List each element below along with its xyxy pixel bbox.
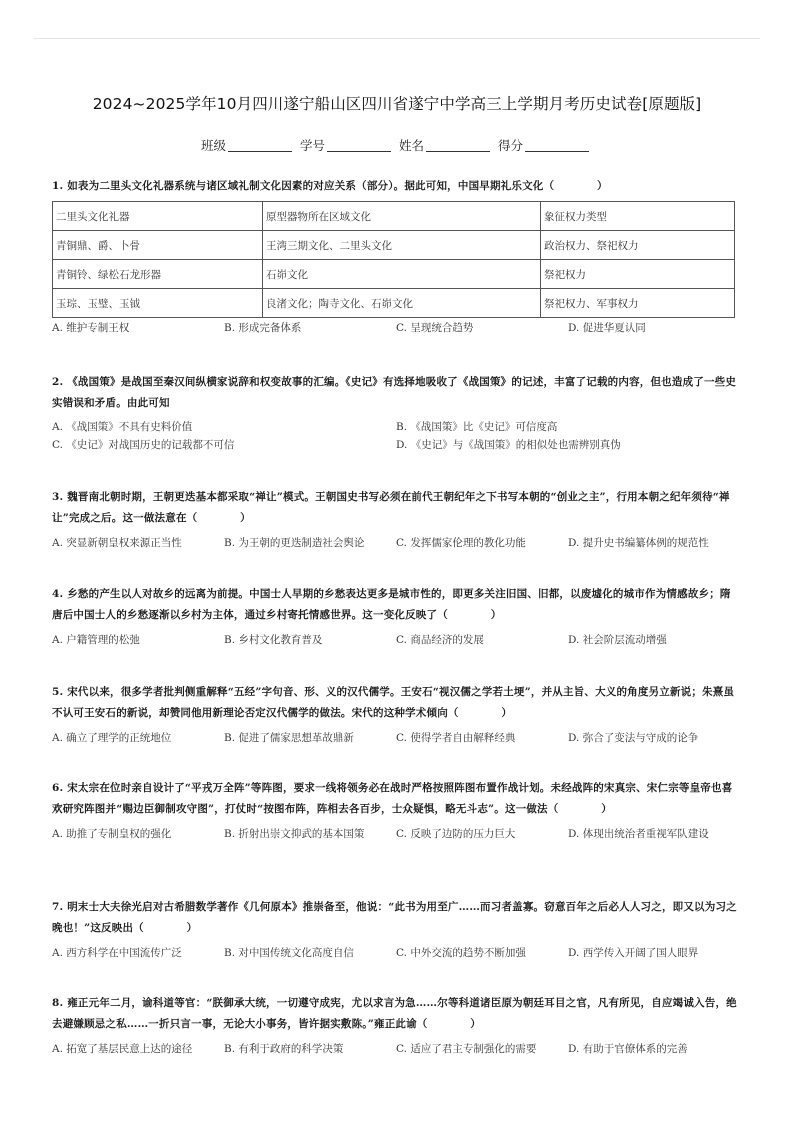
question-stem: 1. 如表为二里头文化礼器系统与诸区域礼制文化因素的对应关系（部分）。据此可知，中国早期礼乐文化（ ） bbox=[52, 180, 608, 192]
option-b[interactable]: B. 形成完备体系 bbox=[224, 322, 302, 334]
option-a[interactable]: A. 拓宽了基层民意上达的途径 bbox=[52, 1043, 193, 1055]
table-cell: 王湾三期文化、二里头文化 bbox=[263, 231, 541, 260]
option-d[interactable]: D. 弥合了变法与守成的论争 bbox=[568, 732, 699, 744]
option-d[interactable]: D. 西学传入开阔了国人眼界 bbox=[568, 947, 699, 959]
score-label: 得分 bbox=[497, 138, 523, 153]
name-label: 姓名 bbox=[398, 138, 424, 153]
question-stem: 3. 魏晋南北朝时期，王朝更迭基本都采取“禅让”模式。王朝国史书写必须在前代王朝纪年之下书写本朝的“创业之主”，行用本朝之纪年须待“禅让”完成之后。这一做法意在（ ） bbox=[52, 491, 730, 524]
top-divider bbox=[34, 38, 760, 39]
number-blank bbox=[327, 139, 391, 152]
question-4 bbox=[52, 584, 740, 649]
number-label: 学号 bbox=[299, 138, 325, 153]
table-cell: 良渚文化；陶寺文化、石峁文化 bbox=[263, 289, 541, 318]
table-row bbox=[53, 231, 735, 260]
table-cell: 玉琮、玉璧、玉钺 bbox=[53, 289, 263, 318]
option-b[interactable]: B. 《战国策》比《史记》可信度高 bbox=[396, 421, 558, 433]
option-d[interactable]: D. 有助于官僚体系的完善 bbox=[568, 1043, 688, 1055]
options bbox=[52, 944, 740, 962]
option-c[interactable]: C. 中外交流的趋势不断加强 bbox=[396, 947, 526, 959]
question-5 bbox=[52, 682, 740, 747]
question-stem: 5. 宋代以来，很多学者批判侧重解释“五经”字句音、形、义的汉代儒学。王安石“视汉儒之学若土埂”，并从主旨、大义的角度另立新说；朱熹虽不认可王安石的新说，却赞同他用新理论否定汉代儒学的做法。宋代的这种学术倾向（ ） bbox=[52, 686, 735, 719]
table-cell: 祭祀权力 bbox=[541, 260, 735, 289]
option-d[interactable]: D. 提升史书编纂体例的规范性 bbox=[568, 537, 709, 549]
options bbox=[52, 534, 740, 552]
option-c[interactable]: C. 适应了君主专制强化的需要 bbox=[396, 1043, 537, 1055]
question-2 bbox=[52, 372, 740, 454]
table-header-row bbox=[53, 202, 735, 231]
table-cell: 祭祀权力、军事权力 bbox=[541, 289, 735, 318]
question-stem: 8. 雍正元年二月，谕科道等官：“朕御承大统，一切遵守成宪，尤以求言为急……尔等科道诸臣原为朝廷耳目之官，凡有所见，自应竭诚入告，绝去避嫌顾忌之私……一折只言一事，无论大小事务，皆许据实敷陈。”雍正此谕（ ） bbox=[52, 997, 737, 1030]
table-header-cell: 象征权力类型 bbox=[541, 202, 735, 231]
score-blank bbox=[525, 139, 589, 152]
option-c[interactable]: C. 使得学者自由解释经典 bbox=[396, 732, 516, 744]
options bbox=[52, 825, 740, 843]
option-b[interactable]: B. 有利于政府的科学决策 bbox=[224, 1043, 344, 1055]
question-stem: 2. 《战国策》是战国至秦汉间纵横家说辞和权变故事的汇编。《史记》有选择地吸收了《战国策》的记述，丰富了记载的内容，但也造成了一些史实错误和矛盾。由此可知 bbox=[52, 376, 737, 409]
question-6 bbox=[52, 778, 740, 843]
question-stem: 6. 宋太宗在位时亲自设计了“平戎万全阵”等阵图，要求一线将领务必在战时严格按照阵图布置作战计划。未经战阵的宋真宗、宋仁宗等皇帝也喜欢研究阵图并“赐边臣御制攻守图”，打仗时“按图布阵，阵相去各百步，士众疑惧，略无斗志”。这一做法（ ） bbox=[52, 782, 733, 815]
option-c[interactable]: C. 呈现统合趋势 bbox=[396, 322, 474, 334]
class-blank bbox=[228, 139, 292, 152]
option-c[interactable]: C. 发挥儒家伦理的教化功能 bbox=[396, 537, 526, 549]
options bbox=[52, 631, 740, 649]
option-b[interactable]: B. 为王朝的更迭制造社会舆论 bbox=[224, 537, 365, 549]
option-a[interactable]: A. 助推了专制皇权的强化 bbox=[52, 828, 172, 840]
option-d[interactable]: D. 社会阶层流动增强 bbox=[568, 634, 667, 646]
option-a[interactable]: A. 维护专制王权 bbox=[52, 322, 130, 334]
option-a[interactable]: A. 《战国策》不具有史料价值 bbox=[52, 421, 193, 433]
options bbox=[52, 418, 740, 454]
option-b[interactable]: B. 促进了儒家思想革故鼎新 bbox=[224, 732, 354, 744]
option-a[interactable]: A. 西方科学在中国流传广泛 bbox=[52, 947, 182, 959]
question-stem: 7. 明末士大夫徐光启对古希腊数学著作《几何原本》推崇备至，他说：“此书为用至广……而习者盖寡。窃意百年之后必人人习之，即又以为习之晚也！”这反映出（ ） bbox=[52, 901, 737, 934]
option-b[interactable]: B. 折射出崇文抑武的基本国策 bbox=[224, 828, 365, 840]
option-d[interactable]: D. 体现出统治者重视军队建设 bbox=[568, 828, 709, 840]
table-header-cell: 二里头文化礼器 bbox=[53, 202, 263, 231]
class-label: 班级 bbox=[200, 138, 226, 153]
question-1 bbox=[52, 176, 740, 337]
student-info-line bbox=[0, 136, 794, 154]
question-1-table bbox=[52, 201, 735, 318]
table-header-cell: 原型器物所在区域文化 bbox=[263, 202, 541, 231]
option-c[interactable]: C. 《史记》对战国历史的记载都不可信 bbox=[52, 439, 235, 451]
table-cell: 石峁文化 bbox=[263, 260, 541, 289]
question-7 bbox=[52, 897, 740, 962]
option-a[interactable]: A. 户籍管理的松弛 bbox=[52, 634, 140, 646]
exam-title: 2024~2025学年10月四川遂宁船山区四川省遂宁中学高三上学期月考历史试卷[原题版] bbox=[92, 95, 702, 113]
option-b[interactable]: B. 对中国传统文化高度自信 bbox=[224, 947, 354, 959]
option-d[interactable]: D. 促进华夏认同 bbox=[568, 322, 646, 334]
table-row bbox=[53, 260, 735, 289]
table-cell: 青铜鼎、爵、卜骨 bbox=[53, 231, 263, 260]
table-cell: 青铜铃、绿松石龙形器 bbox=[53, 260, 263, 289]
option-b[interactable]: B. 乡村文化教育普及 bbox=[224, 634, 323, 646]
option-d[interactable]: D. 《史记》与《战国策》的相似处也需辨别真伪 bbox=[396, 439, 621, 451]
option-c[interactable]: C. 反映了边防的压力巨大 bbox=[396, 828, 516, 840]
question-stem: 4. 乡愁的产生以人对故乡的远离为前提。中国士人早期的乡愁表达更多是城市性的，即更多关注旧国、旧都，以废墟化的城市作为情感故乡；隋唐后中国士人的乡愁逐渐以乡村为主体，通过乡村寄托情感世界。这一变化反映了（ ） bbox=[52, 588, 731, 621]
options bbox=[52, 1040, 740, 1058]
option-a[interactable]: A. 突显新朝皇权来源正当性 bbox=[52, 537, 182, 549]
options bbox=[52, 729, 740, 747]
question-3 bbox=[52, 487, 740, 552]
table-row bbox=[53, 289, 735, 318]
options bbox=[52, 319, 740, 337]
name-blank bbox=[426, 139, 490, 152]
option-a[interactable]: A. 确立了理学的正统地位 bbox=[52, 732, 172, 744]
option-c[interactable]: C. 商品经济的发展 bbox=[396, 634, 484, 646]
question-8 bbox=[52, 993, 740, 1058]
table-cell: 政治权力、祭祀权力 bbox=[541, 231, 735, 260]
